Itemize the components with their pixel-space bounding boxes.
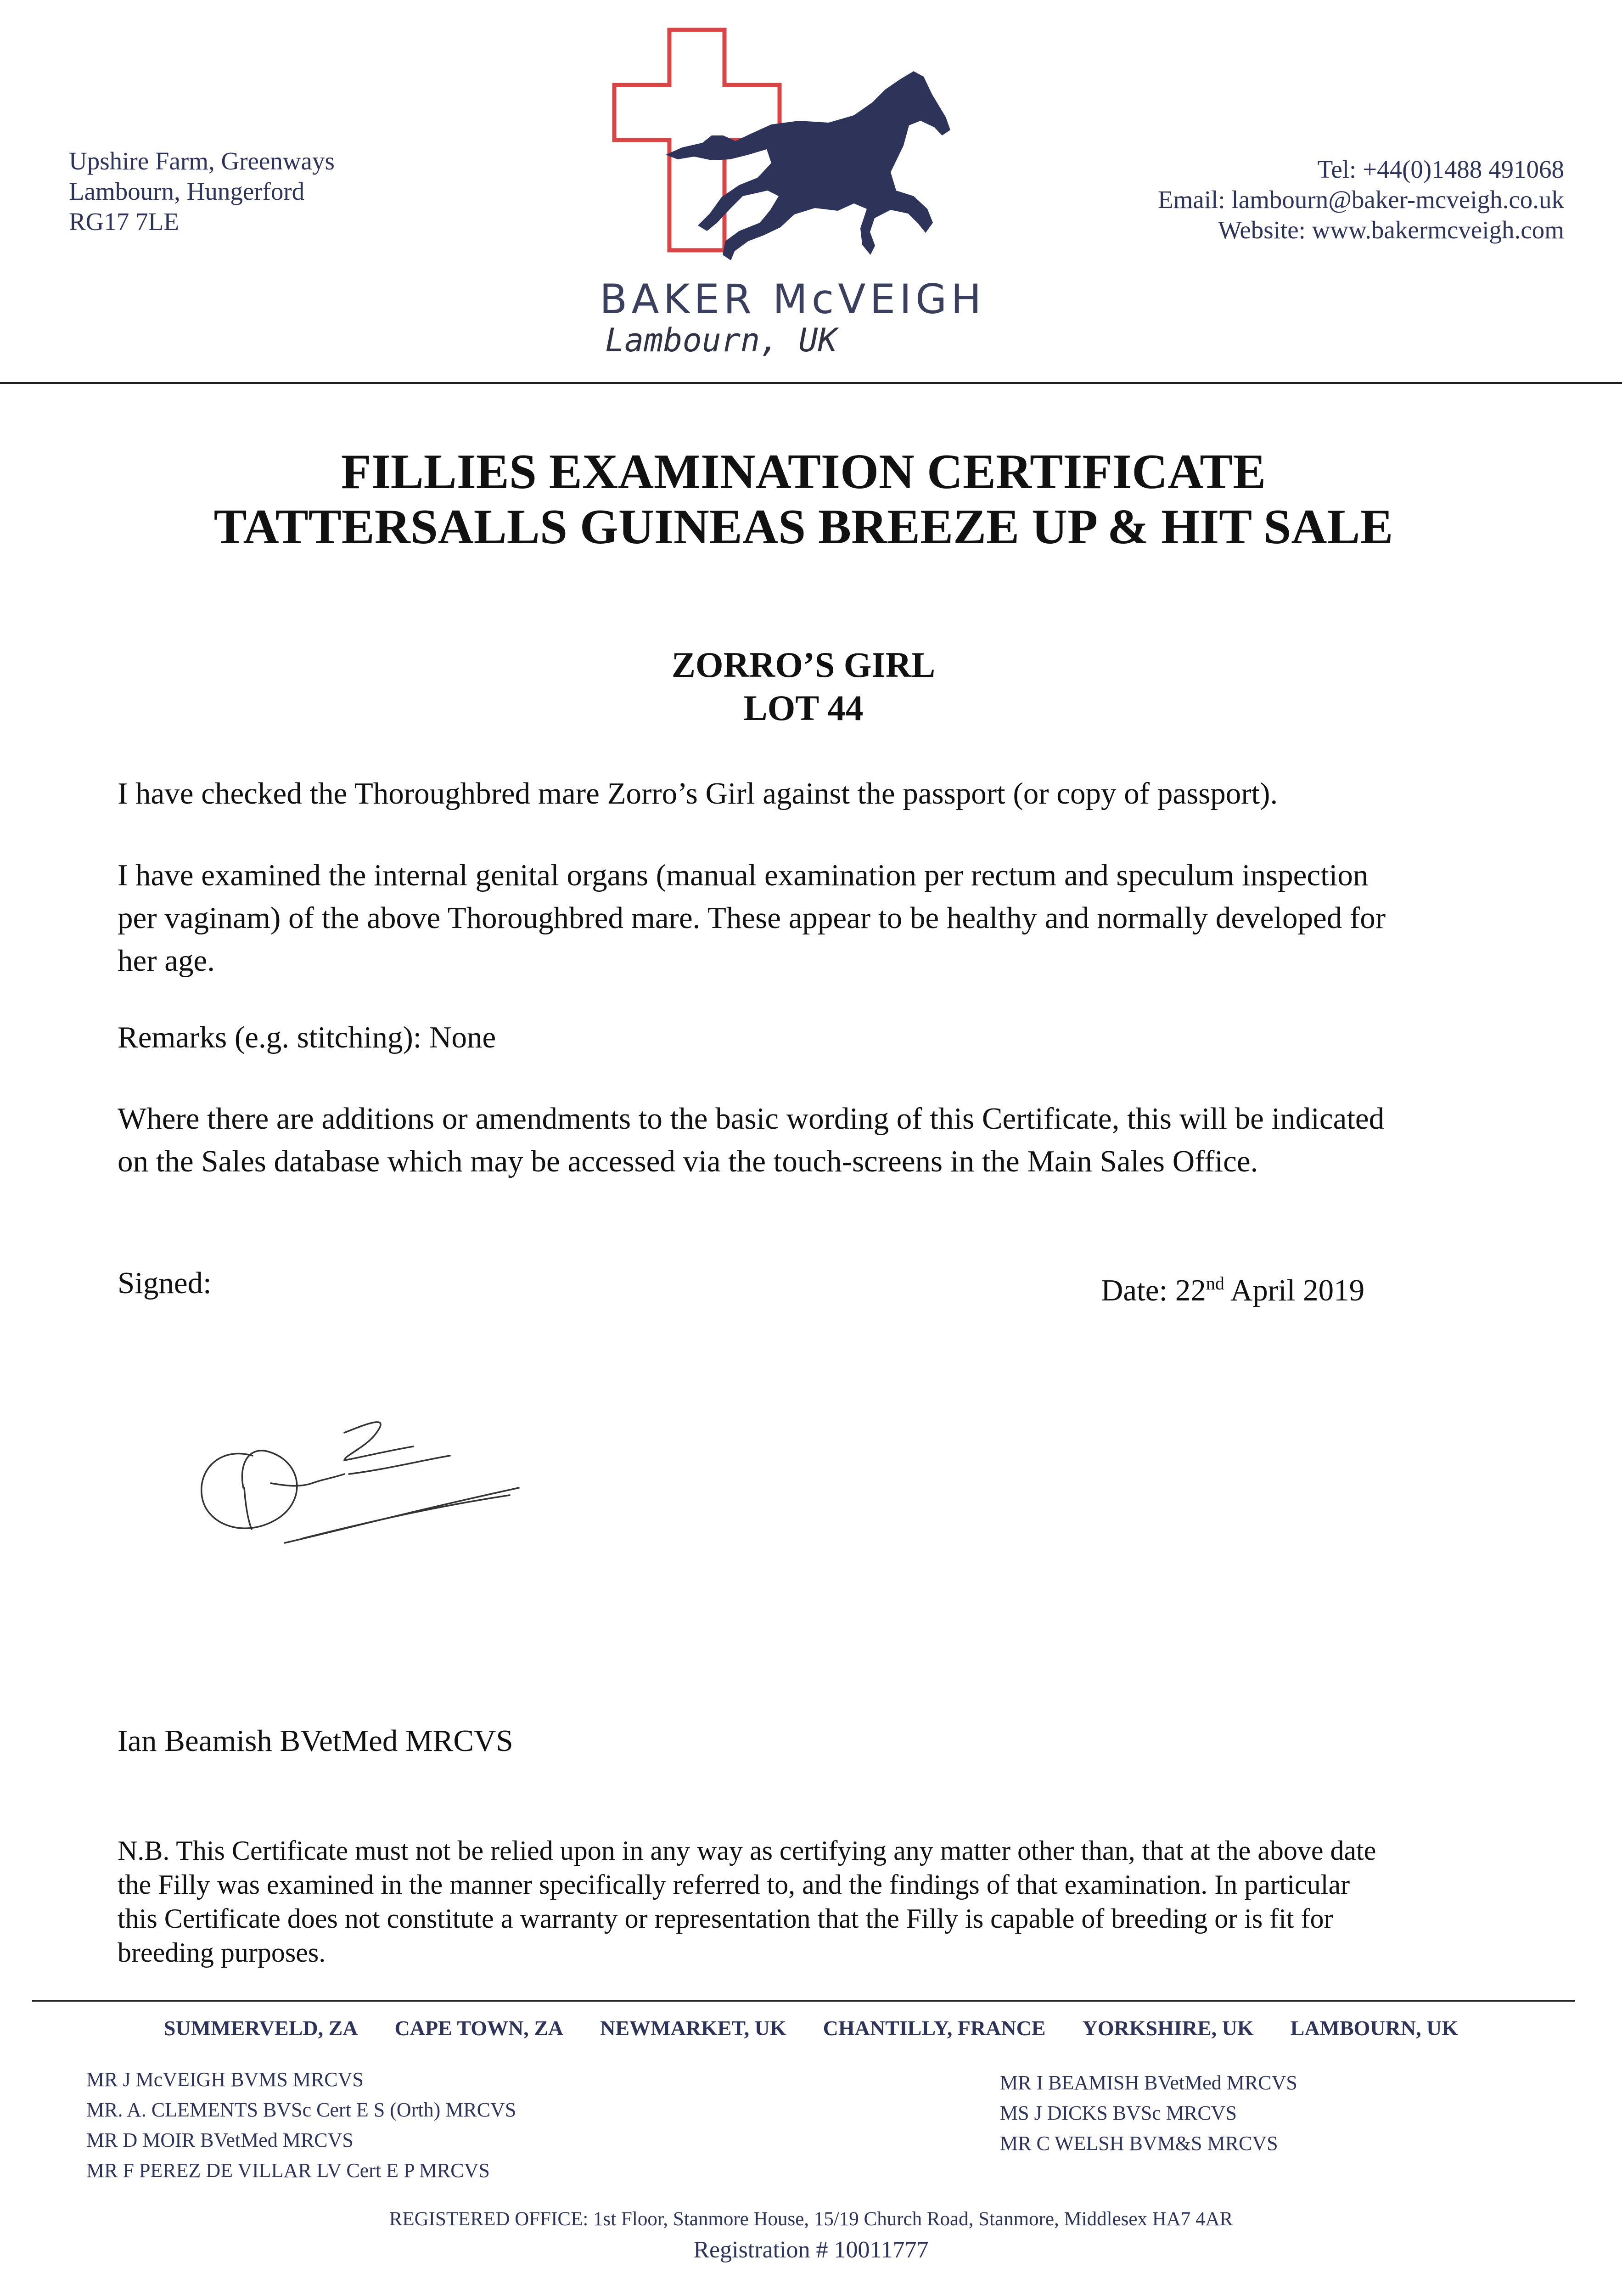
vet-name: MR. A. CLEMENTS BVSc Cert E S (Orth) MRCVS [86,2099,516,2121]
paragraph-line: Where there are additions or amendments to the basic wording of this Certificate, this will be indicated [118,1102,1385,1136]
disclaimer-line: the Filly was examined in the manner specifically referred to, and the findings of that examination. In particular [118,1869,1350,1900]
disclaimer [118,1834,1504,1970]
brand-location: Lambourn, UK [605,321,837,359]
certificate-date [1101,1262,1364,1312]
paragraph-line: on the Sales database which may be accessed via the touch-screens in the Main Sales Office. [118,1144,1258,1178]
vet-name: MR F PEREZ DE VILLAR LV Cert E P MRCVS [86,2159,490,2182]
sale-title: TATTERSALLS GUINEAS BREEZE UP & HIT SALE [213,500,1393,554]
vet-name: MR J McVEIGH BVMS MRCVS [86,2068,364,2091]
office-location: CAPE TOWN, ZA [394,2016,564,2040]
date-prefix: Date: 22 [1101,1273,1206,1307]
horse-silhouette-icon [666,71,950,260]
footer-divider [32,2000,1575,2002]
contact-website: Website: www.bakermcveigh.com [1218,216,1564,244]
amendments-paragraph [118,1097,1504,1183]
vets-list-left [86,2065,516,2186]
certificate-title: FILLIES EXAMINATION CERTIFICATE [341,445,1266,499]
vet-name: MR C WELSH BVM&S MRCVS [1000,2132,1278,2155]
office-location: SUMMERVELD, ZA [163,2016,358,2040]
paragraph-line: her age. [118,944,215,978]
disclaimer-line: N.B. This Certificate must not be relied upon in any way as certifying any matter other than, that at the above date [118,1835,1376,1866]
office-locations [0,2016,1622,2040]
lot-number: LOT 44 [743,688,864,728]
company-contact [1158,154,1564,245]
address-line: Upshire Farm, Greenways [69,147,335,175]
contact-email: Email: lambourn@baker-mcveigh.co.uk [1158,186,1564,214]
examination-paragraph [118,854,1504,982]
address-line: Lambourn, Hungerford [69,177,305,205]
signed-label: Signed: [118,1266,212,1300]
paragraph-line: I have examined the internal genital organs (manual examination per rectum and speculum inspection [118,858,1369,892]
disclaimer-line: this Certificate does not constitute a warranty or representation that the Filly is capable of breeding or is fit for [118,1903,1333,1934]
registered-office: REGISTERED OFFICE: 1st Floor, Stanmore House, 15/19 Church Road, Stanmore, Middlesex HA7 4AR [389,2208,1233,2230]
office-location: YORKSHIRE, UK [1082,2016,1254,2040]
vet-name: MR D MOIR BVetMed MRCVS [86,2129,354,2151]
remarks: Remarks (e.g. stitching): None [118,1020,496,1054]
horse-name: ZORRO’S GIRL [671,645,936,685]
company-address [69,146,335,237]
vets-list-right [1000,2068,1297,2159]
signatory-name: Ian Beamish BVetMed MRCVS [118,1724,513,1758]
brand-name: BAKER McVEIGH [600,276,986,323]
office-location: CHANTILLY, FRANCE [823,2016,1046,2040]
address-line: RG17 7LE [69,208,179,236]
handwritten-signature [193,1405,533,1552]
header-divider [0,382,1622,384]
date-ordinal-suffix: nd [1206,1273,1224,1294]
vet-name: MR I BEAMISH BVetMed MRCVS [1000,2071,1297,2094]
registration-number: Registration # 10011777 [693,2237,929,2263]
office-location: NEWMARKET, UK [600,2016,786,2040]
vet-name: MS J DICKS BVSc MRCVS [1000,2102,1237,2124]
paragraph-line: per vaginam) of the above Thoroughbred mare. These appear to be healthy and normally developed for [118,901,1386,935]
contact-phone: Tel: +44(0)1488 491068 [1317,155,1564,183]
office-location: LAMBOURN, UK [1290,2016,1459,2040]
date-rest: April 2019 [1224,1273,1365,1307]
passport-check-paragraph: I have checked the Thoroughbred mare Zorro’s Girl against the passport (or copy of passport). [118,777,1278,810]
disclaimer-line: breeding purposes. [118,1937,326,1968]
